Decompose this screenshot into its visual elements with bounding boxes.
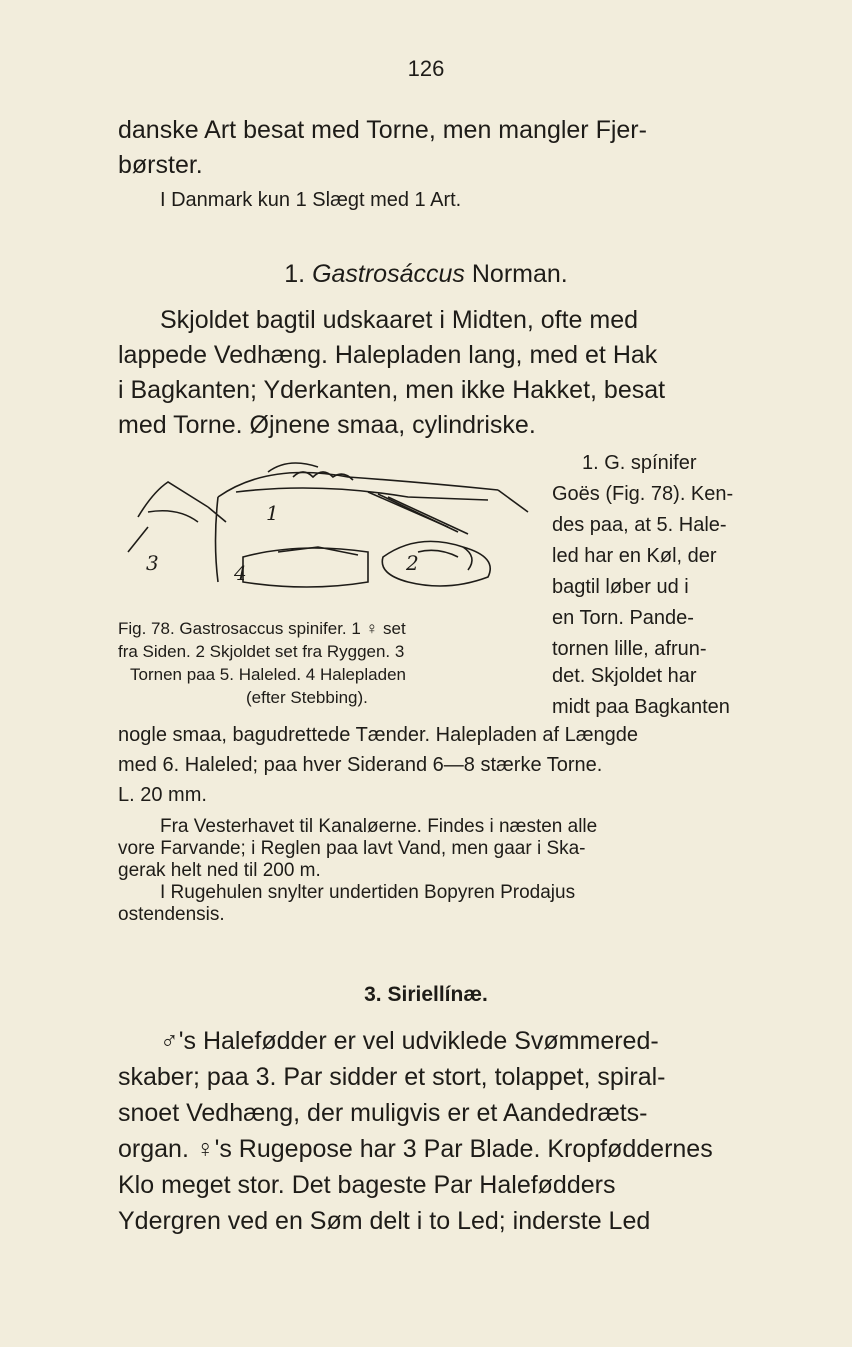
species-side-line-7: tornen lille, afrun- — [552, 638, 707, 660]
distribution-line-5: ostendensis. — [118, 904, 225, 925]
final-para-line-3: snoet Vedhæng, der muligvis er et Aandedræts- — [118, 1099, 648, 1127]
genus-desc-line-4: med Torne. Øjnene smaa, cylindriske. — [118, 411, 536, 439]
fig-label-1: 1 — [266, 501, 279, 525]
genus-desc-line-2: lappede Vedhæng. Halepladen lang, med et Hak — [118, 341, 658, 369]
species-side-line-6: en Torn. Pande- — [552, 607, 694, 629]
species-side-line-1: 1. G. spínifer — [582, 452, 697, 474]
distribution-line-4: I Rugehulen snylter undertiden Bopyren Prodajus — [160, 882, 576, 903]
figure-78 — [118, 452, 538, 612]
species-cont-line-3: L. 20 mm. — [118, 784, 207, 806]
subfamily-name: Siriellínæ. — [387, 983, 488, 1006]
species-side-line-8: det. Skjoldet har — [552, 665, 697, 687]
final-para-line-6: Ydergren ved en Søm delt i to Led; inderste Led — [118, 1207, 651, 1235]
distribution-line-2: vore Farvande; i Reglen paa lavt Vand, men gaar i Ska- — [118, 838, 586, 859]
intro-line-2: børster. — [118, 151, 203, 179]
final-para-line-1: ♂'s Halefødder er vel udviklede Svømmered- — [160, 1027, 659, 1055]
final-para-line-4: organ. ♀'s Rugepose har 3 Par Blade. Kropføddernes — [118, 1135, 713, 1163]
distribution-line-3: gerak helt ned til 200 m. — [118, 860, 321, 881]
genus-author: Norman. — [471, 260, 568, 288]
genus-number: 1. — [284, 260, 306, 288]
final-para-line-2: skaber; paa 3. Par sidder et stort, tolappet, spiral- — [118, 1063, 666, 1091]
fig-label-4: 4 — [234, 561, 247, 585]
species-side-line-9: midt paa Bagkanten — [552, 696, 730, 718]
fig-label-3: 3 — [146, 551, 159, 575]
genus-heading — [0, 260, 852, 289]
subfamily-heading — [0, 983, 852, 1007]
final-para-line-5: Klo meget stor. Det bageste Par Halefødders — [118, 1171, 616, 1199]
subfamily-number: 3. — [364, 983, 382, 1006]
genus-desc-line-3: i Bagkanten; Yderkanten, men ikke Hakket, besat — [118, 376, 666, 404]
species-side-line-4: led har en Køl, der — [552, 545, 717, 567]
crustacean-illustration — [118, 452, 538, 612]
species-cont-line-1: nogle smaa, bagudrettede Tænder. Halepladen af Længde — [118, 724, 639, 746]
page-number: 126 — [407, 56, 445, 81]
species-cont-line-2: med 6. Haleled; paa hver Siderand 6—8 stærke Torne. — [118, 754, 603, 776]
genus-name: Gastrosáccus — [312, 260, 465, 288]
figure-caption-line-4: (efter Stebbing). — [246, 688, 368, 707]
species-side-line-3: des paa, at 5. Hale- — [552, 514, 727, 536]
figure-caption-line-1: Fig. 78. Gastrosaccus spinifer. 1 ♀ set — [118, 619, 406, 638]
intro-line-1: danske Art besat med Torne, men mangler Fjer- — [118, 116, 647, 144]
fig-label-2: 2 — [406, 551, 419, 575]
species-side-line-2: Goës (Fig. 78). Ken- — [552, 483, 734, 505]
intro-line-3: I Danmark kun 1 Slægt med 1 Art. — [160, 189, 462, 211]
genus-desc-line-1: Skjoldet bagtil udskaaret i Midten, ofte med — [160, 306, 639, 334]
species-side-line-5: bagtil løber ud i — [552, 576, 689, 598]
figure-caption-line-2: fra Siden. 2 Skjoldet set fra Ryggen. 3 — [118, 642, 405, 661]
distribution-line-1: Fra Vesterhavet til Kanaløerne. Findes i næsten alle — [160, 816, 598, 837]
figure-caption-line-3: Tornen paa 5. Haleled. 4 Halepladen — [130, 665, 406, 684]
